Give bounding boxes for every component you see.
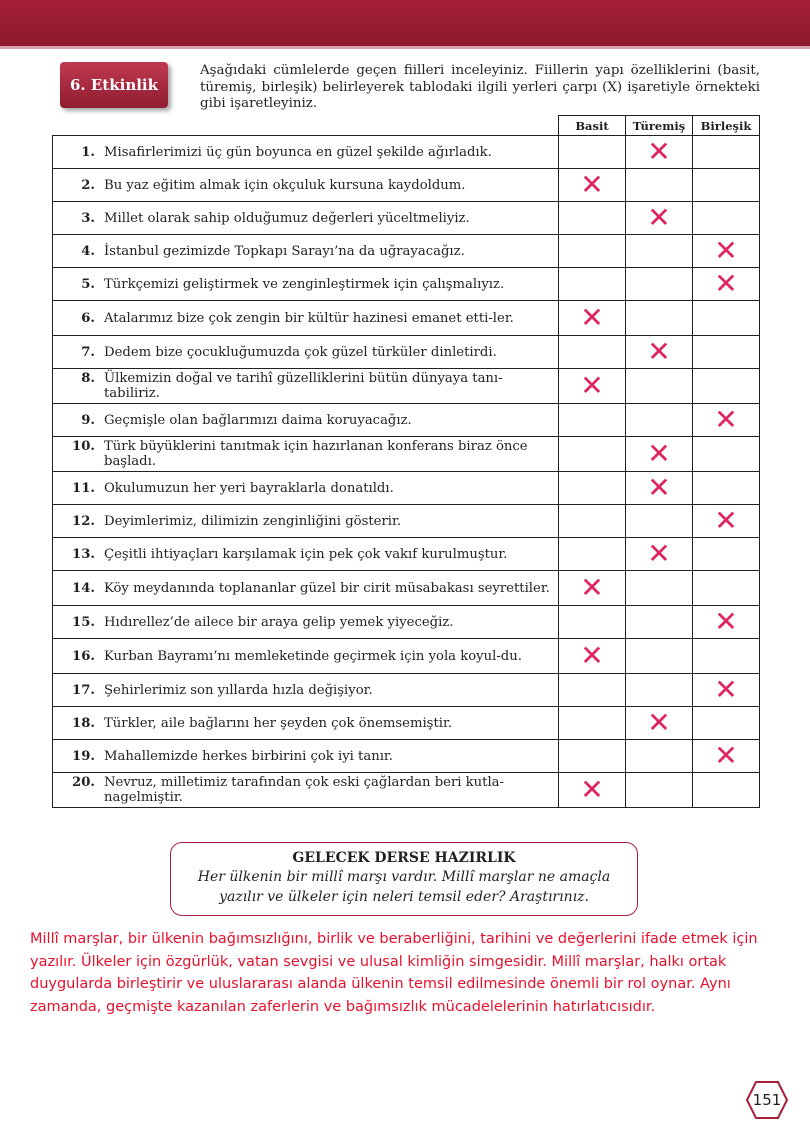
sentence-number: 6. xyxy=(81,310,95,326)
sentence-number: 10. xyxy=(72,439,95,454)
x-mark-icon: ✕ xyxy=(580,369,604,402)
x-mark-icon: ✕ xyxy=(647,135,671,168)
prep-question: Her ülkenin bir millî marşı vardır. Millî marşlar ne amaçla yazılır ve ülkeler için neleri temsil eder? Araştırınız. xyxy=(197,869,611,905)
mark-cell-birlesik[interactable] xyxy=(693,707,760,740)
sentence-number: 7. xyxy=(81,344,95,360)
sentence-cell xyxy=(53,639,559,674)
mark-cell-birlesik[interactable] xyxy=(693,505,760,538)
mark-cell-basit[interactable] xyxy=(559,606,626,639)
x-mark-icon: ✕ xyxy=(647,437,671,470)
column-header-basit: Basit xyxy=(559,116,626,136)
verb-structure-table xyxy=(52,115,760,808)
table-row xyxy=(53,235,760,268)
x-mark-icon: ✕ xyxy=(714,605,738,638)
sentence-number: 1. xyxy=(81,144,95,160)
mark-cell-basit[interactable] xyxy=(559,235,626,268)
table-row xyxy=(53,136,760,169)
mark-cell-basit[interactable] xyxy=(559,639,626,674)
mark-cell-birlesik[interactable] xyxy=(693,235,760,268)
sentence-cell xyxy=(53,707,559,740)
sentence-cell xyxy=(53,773,559,808)
table-row xyxy=(53,707,760,740)
mark-cell-basit[interactable] xyxy=(559,202,626,235)
x-mark-icon: ✕ xyxy=(647,706,671,739)
mark-cell-turemis[interactable] xyxy=(626,336,693,369)
mark-cell-birlesik[interactable] xyxy=(693,336,760,369)
table-row xyxy=(53,369,760,404)
x-mark-icon: ✕ xyxy=(714,739,738,772)
mark-cell-basit[interactable] xyxy=(559,773,626,808)
x-mark-icon: ✕ xyxy=(580,301,604,334)
prep-title: GELECEK DERSE HAZIRLIK xyxy=(292,850,516,866)
mark-cell-basit[interactable] xyxy=(559,136,626,169)
table-row xyxy=(53,472,760,505)
x-mark-icon: ✕ xyxy=(647,201,671,234)
sentence-text: Mahallemizde herkes birbirini çok iyi tanır. xyxy=(104,748,393,764)
mark-cell-birlesik[interactable] xyxy=(693,369,760,404)
top-banner xyxy=(0,0,810,46)
x-mark-icon: ✕ xyxy=(580,168,604,201)
sentence-cell xyxy=(53,136,559,169)
sentence-text: Geçmişle olan bağlarımızı daima koruyacağız. xyxy=(104,412,412,428)
x-mark-icon: ✕ xyxy=(580,639,604,672)
sentence-text: Türk büyüklerini tanıtmak için hazırlanan konferans biraz önce başladı. xyxy=(104,439,528,469)
mark-cell-birlesik[interactable] xyxy=(693,437,760,472)
column-header-birlesik: Birleşik xyxy=(693,116,760,136)
sentence-number: 19. xyxy=(72,748,95,764)
sentence-text: Türkçemizi geliştirmek ve zenginleştirmek için çalışmalıyız. xyxy=(104,276,505,292)
mark-cell-turemis[interactable] xyxy=(626,707,693,740)
sentence-number: 2. xyxy=(81,177,95,193)
mark-cell-birlesik[interactable] xyxy=(693,268,760,301)
mark-cell-turemis[interactable] xyxy=(626,740,693,773)
table-row xyxy=(53,538,760,571)
mark-cell-basit[interactable] xyxy=(559,740,626,773)
page-number: 151 xyxy=(752,1091,782,1109)
x-mark-icon: ✕ xyxy=(647,537,671,570)
x-mark-icon: ✕ xyxy=(714,403,738,436)
x-mark-icon: ✕ xyxy=(714,504,738,537)
table-row xyxy=(53,571,760,606)
mark-cell-basit[interactable] xyxy=(559,437,626,472)
mark-cell-basit[interactable] xyxy=(559,538,626,571)
sentence-cell xyxy=(53,437,559,472)
sentence-number: 9. xyxy=(81,412,95,428)
top-banner-divider xyxy=(0,46,810,49)
mark-cell-turemis[interactable] xyxy=(626,169,693,202)
sentence-text: Ülkemizin doğal ve tarihî güzelliklerini bütün dünyaya tanı-tabiliriz. xyxy=(104,371,503,401)
mark-cell-turemis[interactable] xyxy=(626,674,693,707)
x-mark-icon: ✕ xyxy=(580,773,604,806)
mark-cell-basit[interactable] xyxy=(559,674,626,707)
mark-cell-turemis[interactable] xyxy=(626,505,693,538)
mark-cell-birlesik[interactable] xyxy=(693,606,760,639)
mark-cell-birlesik[interactable] xyxy=(693,639,760,674)
sentence-cell xyxy=(53,571,559,606)
sentence-cell xyxy=(53,472,559,505)
table-row xyxy=(53,202,760,235)
mark-cell-birlesik[interactable] xyxy=(693,169,760,202)
sentence-text: Atalarımız bize çok zengin bir kültür hazinesi emanet etti-ler. xyxy=(104,310,514,326)
sentence-cell xyxy=(53,336,559,369)
mark-cell-turemis[interactable] xyxy=(626,538,693,571)
mark-cell-birlesik[interactable] xyxy=(693,301,760,336)
sentence-cell xyxy=(53,538,559,571)
sentence-text: Türkler, aile bağlarını her şeyden çok önemsemiştir. xyxy=(104,715,453,731)
sentence-number: 18. xyxy=(72,715,95,731)
x-mark-icon: ✕ xyxy=(647,335,671,368)
table-row xyxy=(53,437,760,472)
table-row xyxy=(53,740,760,773)
mark-cell-turemis[interactable] xyxy=(626,235,693,268)
mark-cell-turemis[interactable] xyxy=(626,472,693,505)
sentence-cell xyxy=(53,235,559,268)
next-lesson-prep-box xyxy=(170,842,638,916)
sentence-text: Şehirlerimiz son yıllarda hızla değişiyor. xyxy=(104,682,373,698)
sentence-number: 8. xyxy=(81,371,95,386)
mark-cell-birlesik[interactable] xyxy=(693,674,760,707)
table-row xyxy=(53,639,760,674)
mark-cell-birlesik[interactable] xyxy=(693,571,760,606)
x-mark-icon: ✕ xyxy=(714,267,738,300)
mark-cell-birlesik[interactable] xyxy=(693,472,760,505)
sentence-text: Hıdırellez’de ailece bir araya gelip yemek yiyeceğiz. xyxy=(104,614,454,630)
sentence-cell xyxy=(53,301,559,336)
mark-cell-basit[interactable] xyxy=(559,369,626,404)
mark-cell-birlesik[interactable] xyxy=(693,740,760,773)
handwritten-answer: Millî marşlar, bir ülkenin bağımsızlığını, birlik ve beraberliğini, tarihini ve değerlerini ifade etmek için yazılır. Ülkeler için özgürlük, vatan sevgisi ve ulusal kimliğin simgesidir. Millî marşlar, halkı ortak duygularda birleştirir ve uluslararası alanda ülkenin temsil edilmesinde önemli bir rol oynar. Aynı zamanda, geçmişte kazanılan zaferlerin ve bağımsızlık mücadelelerinin hatırlatıcısıdır. xyxy=(30,931,758,1015)
mark-cell-turemis[interactable] xyxy=(626,136,693,169)
sentence-text: İstanbul gezimizde Topkapı Sarayı’na da uğrayacağız. xyxy=(104,243,465,259)
activity-instruction: Aşağıdaki cümlelerde geçen fiilleri inceleyiniz. Fiillerin yapı özelliklerini (basit, türemiş, birleşik) belirleyerek tablodaki ilgili yerleri çarpı (X) işaretiyle örnekteki gibi işaretleyiniz. xyxy=(200,63,760,111)
table-row xyxy=(53,606,760,639)
sentence-text: Kurban Bayramı’nı memleketinde geçirmek için yola koyul-du. xyxy=(104,648,522,664)
sentence-text: Misafirlerimizi üç gün boyunca en güzel şekilde ağırladık. xyxy=(104,144,492,160)
table-row xyxy=(53,404,760,437)
sentence-cell xyxy=(53,268,559,301)
mark-cell-turemis[interactable] xyxy=(626,606,693,639)
mark-cell-basit[interactable] xyxy=(559,472,626,505)
sentence-text: Köy meydanında toplananlar güzel bir cirit müsabakası seyrettiler. xyxy=(104,580,550,596)
page-number-badge xyxy=(745,1080,789,1120)
table-row xyxy=(53,505,760,538)
column-header-turemis: Türemiş xyxy=(626,116,693,136)
sentence-number: 14. xyxy=(72,580,95,596)
sentence-cell xyxy=(53,369,559,404)
sentence-cell xyxy=(53,169,559,202)
sentence-number: 12. xyxy=(72,513,95,529)
sentence-cell xyxy=(53,674,559,707)
mark-cell-basit[interactable] xyxy=(559,505,626,538)
sentence-text: Okulumuzun her yeri bayraklarla donatıldı. xyxy=(104,480,394,496)
mark-cell-turemis[interactable] xyxy=(626,268,693,301)
mark-cell-birlesik[interactable] xyxy=(693,773,760,808)
sentence-number: 4. xyxy=(81,243,95,259)
mark-cell-basit[interactable] xyxy=(559,707,626,740)
sentence-cell xyxy=(53,606,559,639)
x-mark-icon: ✕ xyxy=(580,571,604,604)
sentence-cell xyxy=(53,740,559,773)
mark-cell-turemis[interactable] xyxy=(626,639,693,674)
mark-cell-basit[interactable] xyxy=(559,301,626,336)
mark-cell-birlesik[interactable] xyxy=(693,202,760,235)
sentence-text: Çeşitli ihtiyaçları karşılamak için pek çok vakıf kurulmuştur. xyxy=(104,546,508,562)
table-row xyxy=(53,169,760,202)
mark-cell-basit[interactable] xyxy=(559,268,626,301)
table-corner xyxy=(53,116,559,136)
sentence-number: 17. xyxy=(72,682,95,698)
sentence-cell xyxy=(53,202,559,235)
mark-cell-turemis[interactable] xyxy=(626,571,693,606)
mark-cell-basit[interactable] xyxy=(559,336,626,369)
mark-cell-birlesik[interactable] xyxy=(693,538,760,571)
mark-cell-birlesik[interactable] xyxy=(693,136,760,169)
mark-cell-basit[interactable] xyxy=(559,169,626,202)
mark-cell-turemis[interactable] xyxy=(626,301,693,336)
sentence-text: Nevruz, milletimiz tarafından çok eski çağlardan beri kutla-nagelmiştir. xyxy=(104,775,504,805)
x-mark-icon: ✕ xyxy=(714,673,738,706)
sentence-text: Bu yaz eğitim almak için okçuluk kursuna kaydoldum. xyxy=(104,177,466,193)
mark-cell-basit[interactable] xyxy=(559,404,626,437)
mark-cell-basit[interactable] xyxy=(559,571,626,606)
sentence-cell xyxy=(53,404,559,437)
sentence-cell xyxy=(53,505,559,538)
mark-cell-turemis[interactable] xyxy=(626,437,693,472)
sentence-number: 5. xyxy=(81,276,95,292)
sentence-number: 3. xyxy=(81,210,95,226)
table-row xyxy=(53,268,760,301)
x-mark-icon: ✕ xyxy=(714,234,738,267)
mark-cell-birlesik[interactable] xyxy=(693,404,760,437)
table-row xyxy=(53,674,760,707)
sentence-text: Dedem bize çocukluğumuzda çok güzel türküler dinletirdi. xyxy=(104,344,497,360)
sentence-number: 16. xyxy=(72,648,95,664)
table-row xyxy=(53,336,760,369)
sentence-number: 20. xyxy=(72,775,95,790)
sentence-number: 15. xyxy=(72,614,95,630)
table-row xyxy=(53,773,760,808)
mark-cell-turemis[interactable] xyxy=(626,202,693,235)
sentence-text: Deyimlerimiz, dilimizin zenginliğini gösterir. xyxy=(104,513,402,529)
table-row xyxy=(53,301,760,336)
sentence-text: Millet olarak sahip olduğumuz değerleri yüceltmeliyiz. xyxy=(104,210,470,226)
mark-cell-turemis[interactable] xyxy=(626,404,693,437)
sentence-number: 11. xyxy=(72,480,95,496)
x-mark-icon: ✕ xyxy=(647,471,671,504)
activity-badge: 6. Etkinlik xyxy=(60,62,168,108)
mark-cell-turemis[interactable] xyxy=(626,773,693,808)
sentence-number: 13. xyxy=(72,546,95,562)
mark-cell-turemis[interactable] xyxy=(626,369,693,404)
